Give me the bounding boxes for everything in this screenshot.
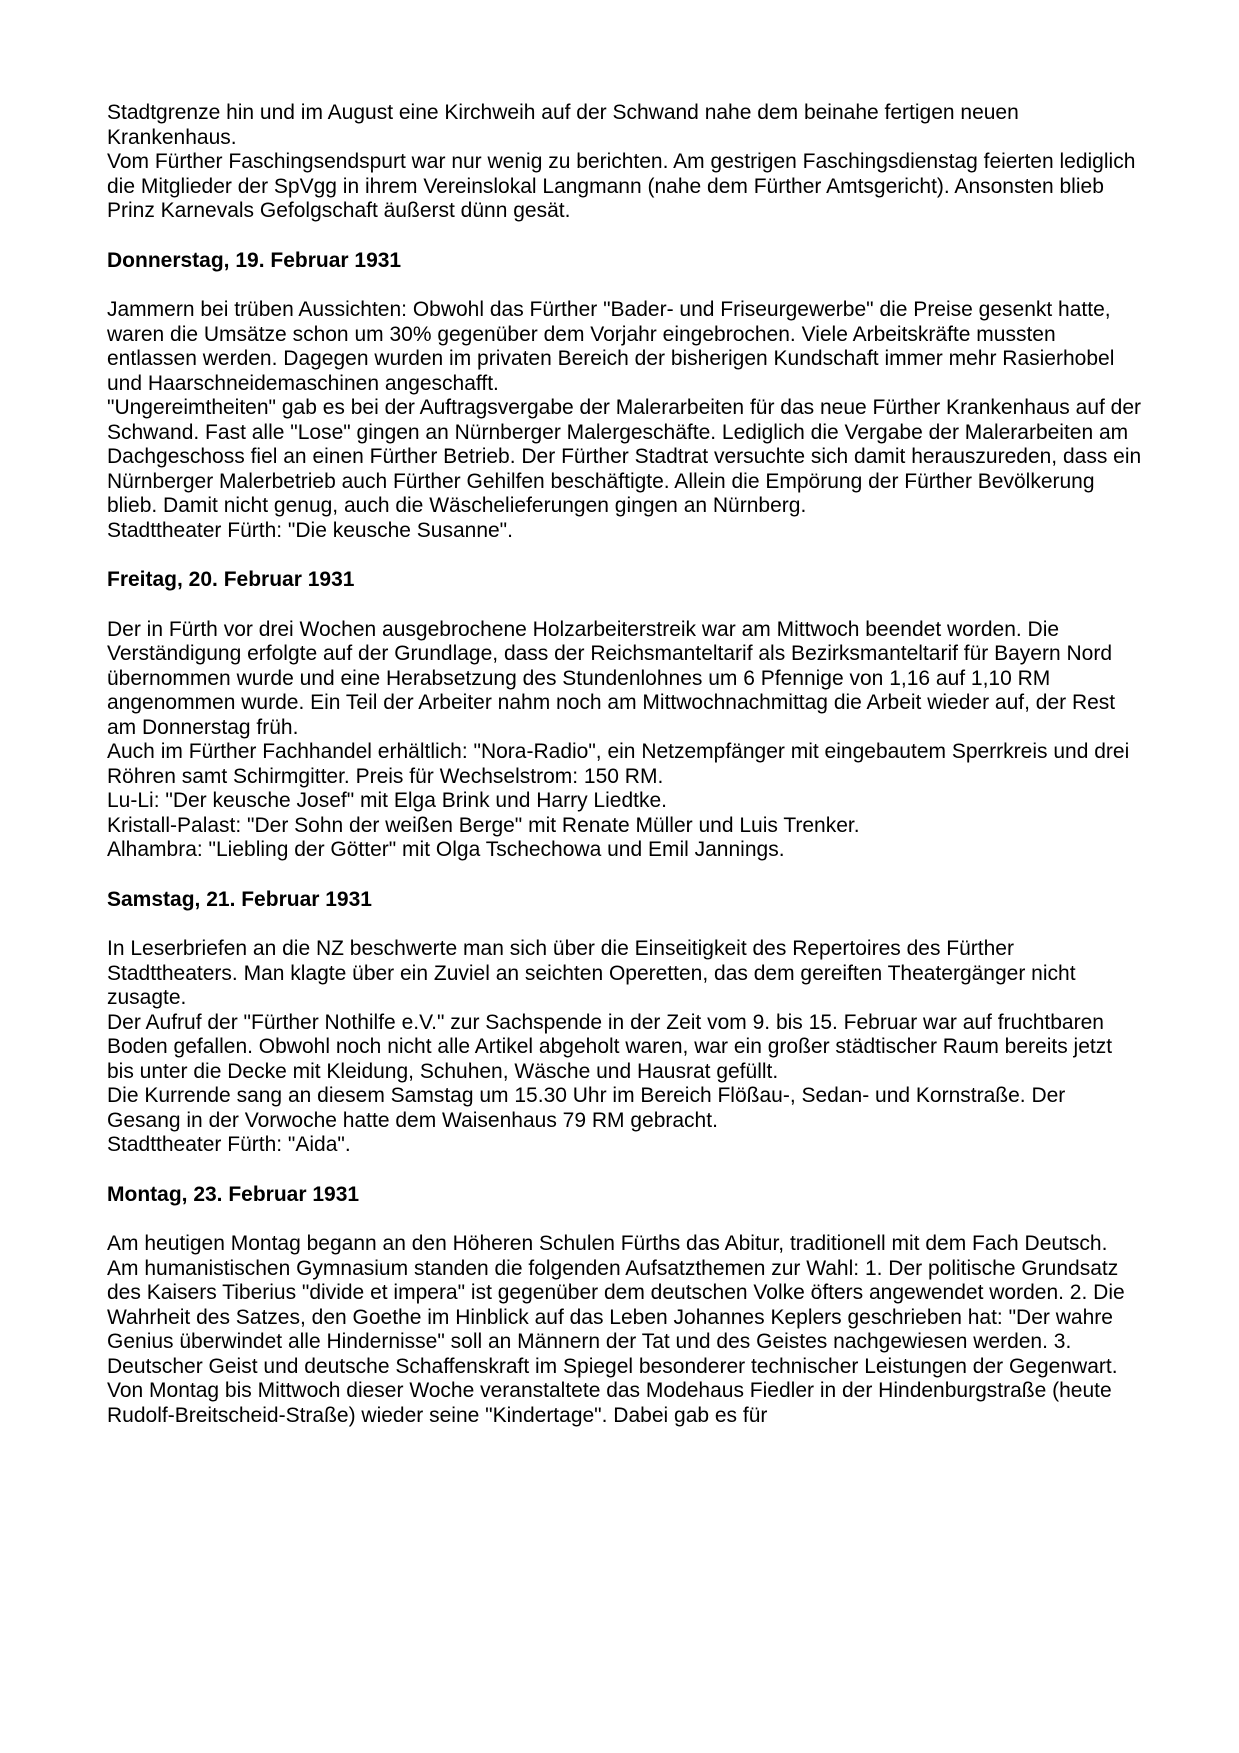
paragraph: Der in Fürth vor drei Wochen ausgebrochene Holzarbeiterstreik war am Mittwoch beendet worden. Die Verständigung erfolgte auf der Grundlage, dass der Reichsmanteltarif als Bezirksmanteltarif für Bayern Nord übernommen wurde und eine Herabsetzung des Stundenlohnes um 6 Pfennige von 1,16 auf 1,10 RM angenommen wurde. Ein Teil der Arbeiter nahm noch am Mittwochnachmittag die Arbeit wieder auf, der Rest am Donnerstag früh. (107, 617, 1116, 739)
section-body (107, 618, 1142, 863)
paragraph: Auch im Fürther Fachhandel erhältlich: "Nora-Radio", ein Netzempfänger mit eingebautem Sperrkreis und drei Röhren samt Schirmgitter. Preis für Wechselstrom: 150 RM. (107, 740, 1130, 788)
document-content (107, 101, 1142, 1428)
section-heading: Freitag, 20. Februar 1931 (107, 568, 355, 591)
section-body (107, 298, 1142, 543)
paragraph: Von Montag bis Mittwoch dieser Woche veranstaltete das Modehaus Fiedler in der Hindenburgstraße (heute Rudolf-Breitscheid-Straße) wieder seine "Kindertage". Dabei gab es für (107, 1379, 1112, 1427)
section-body (107, 937, 1142, 1158)
paragraph: Kristall-Palast: "Der Sohn der weißen Berge" mit Renate Müller und Luis Trenker. (107, 813, 860, 837)
paragraph: "Ungereimtheiten" gab es bei der Auftragsvergabe der Malerarbeiten für das neue Fürther Krankenhaus auf der Schwand. Fast alle "Lose" gingen an Nürnberger Malergeschäfte. Lediglich die Vergabe der Malerarbeiten am Dachgeschoss fiel an einen Fürther Betrieb. Der Fürther Stadtrat versuchte sich damit herauszureden, dass ein Nürnberger Malerbetrieb auch Fürther Gehilfen beschäftigte. Allein die Empörung der Fürther Bevölkerung blieb. Damit nicht genug, auch die Wäschelieferungen gingen an Nürnberg. (107, 396, 1142, 517)
section-heading: Montag, 23. Februar 1931 (107, 1182, 360, 1206)
paragraph: Am heutigen Montag begann an den Höheren Schulen Fürths das Abitur, traditionell mit dem Fach Deutsch. Am humanistischen Gymnasium standen die folgenden Aufsatzthemen zur Wahl: 1. Der politische Grundsatz des Kaisers Tiberius "divide et impera" ist gegenüber dem deutschen Volke öfters angewendet worden. 2. Die Wahrheit des Satzes, den Goethe im Hinblick auf das Leben Johannes Keplers geschrieben hat: "Der wahre Genius überwindet alle Hindernisse" soll an Männern der Tat und des Geistes nachgewiesen werden. 3. Deutscher Geist und deutsche Schaffenskraft im Spiegel besonderer technischer Leistungen der Gegenwart. (107, 1232, 1125, 1378)
paragraph: Stadttheater Fürth: "Aida". (107, 1133, 351, 1156)
paragraph: Die Kurrende sang an diesem Samstag um 15.30 Uhr im Bereich Flößau-, Sedan- und Kornstraße. Der Gesang in der Vorwoche hatte dem Waisenhaus 79 RM gebracht. (107, 1084, 1066, 1132)
paragraph: Der Aufruf der "Fürther Nothilfe e.V." zur Sachspende in der Zeit vom 9. bis 15. Februar war auf fruchtbaren Boden gefallen. Obwohl noch nicht alle Artikel abgeholt waren, war ein großer städtischer Raum bereits jetzt bis unter die Decke mit Kleidung, Schuhen, Wäsche und Hausrat gefüllt. (107, 1010, 1113, 1083)
paragraph: Lu-Li: "Der keusche Josef" mit Elga Brink und Harry Liedtke. (107, 789, 667, 812)
paragraph: Stadtgrenze hin und im August eine Kirchweih auf der Schwand nahe dem beinahe fertigen neuen Krankenhaus. (107, 101, 1019, 149)
intro-block (107, 101, 1142, 224)
paragraph: Vom Fürther Faschingsendspurt war nur wenig zu berichten. Am gestrigen Faschingsdienstag feierten lediglich die Mitglieder der SpVgg in ihrem Vereinslokal Langmann (nahe dem Fürther Amtsgericht). Ansonsten blieb Prinz Karnevals Gefolgschaft äußerst dünn gesät. (107, 150, 1136, 222)
section-body (107, 1232, 1142, 1428)
paragraph: In Leserbriefen an die NZ beschwerte man sich über die Einseitigkeit des Repertoires des Fürther Stadttheaters. Man klagte über ein Zuviel an seichten Operetten, das dem gereiften Theatergänger nicht zusagte. (107, 937, 1076, 1009)
paragraph: Jammern bei trüben Aussichten: Obwohl das Fürther "Bader- und Friseurgewerbe" die Preise gesenkt hatte, waren die Umsätze schon um 30% gegenüber dem Vorjahr eingebrochen. Viele Arbeitskräfte mussten entlassen werden. Dagegen wurden im privaten Bereich der bisherigen Kundschaft immer mehr Rasierhobel und Haarschneidemaschinen angeschafft. (107, 298, 1115, 395)
paragraph: Stadttheater Fürth: "Die keusche Susanne". (107, 518, 513, 542)
section-heading: Donnerstag, 19. Februar 1931 (107, 248, 402, 272)
section-heading: Samstag, 21. Februar 1931 (107, 887, 372, 911)
paragraph: Alhambra: "Liebling der Götter" mit Olga Tschechowa und Emil Jannings. (107, 838, 785, 861)
